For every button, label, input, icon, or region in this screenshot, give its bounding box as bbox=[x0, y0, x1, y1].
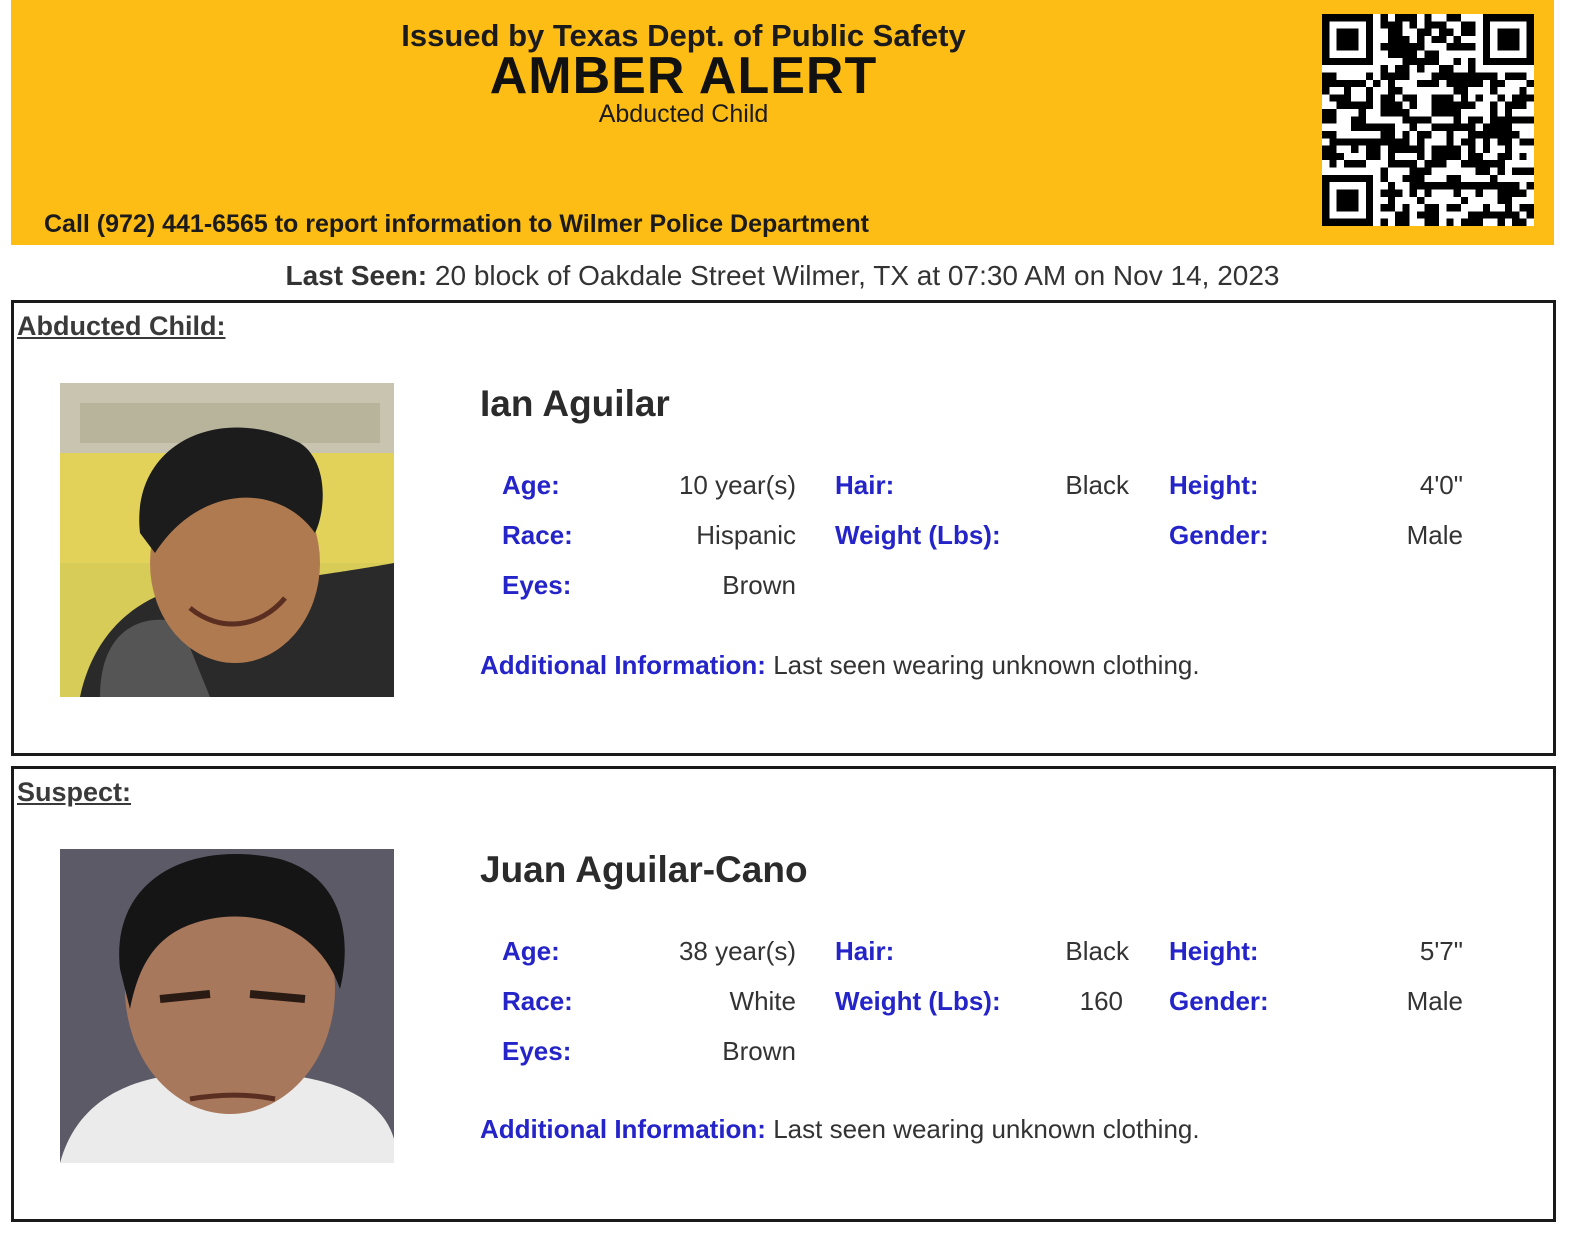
child-eyes-label: Eyes: bbox=[502, 570, 572, 600]
child-additional-label: Additional Information: bbox=[480, 650, 766, 680]
child-photo bbox=[60, 383, 394, 697]
report-call-text: Call (972) 441-6565 to report information to Wilmer Police Department bbox=[44, 210, 869, 238]
suspect-age-value: 38 year(s) bbox=[678, 936, 796, 966]
last-seen-value: 20 block of Oakdale Street Wilmer, TX at 07:30 AM on Nov 14, 2023 bbox=[434, 260, 1280, 291]
child-additional-info bbox=[480, 650, 1200, 681]
suspect-hair-value: Black bbox=[1065, 936, 1129, 966]
last-seen-label: Last Seen: bbox=[285, 260, 428, 291]
suspect-weight-label: Weight (Lbs): bbox=[835, 986, 1001, 1016]
child-gender-value: Male bbox=[1406, 520, 1463, 550]
child-additional-value: Last seen wearing unknown clothing. bbox=[773, 650, 1200, 680]
suspect-hair-label: Hair: bbox=[835, 936, 895, 966]
child-gender-label: Gender: bbox=[1169, 520, 1269, 550]
suspect-additional-info bbox=[480, 1114, 1200, 1145]
child-hair-value: Black bbox=[1065, 470, 1129, 500]
child-weight-label: Weight (Lbs): bbox=[835, 520, 1001, 550]
alert-title: AMBER ALERT bbox=[489, 47, 878, 105]
child-eyes-value: Brown bbox=[722, 570, 796, 600]
abducted-child-panel bbox=[11, 300, 1556, 756]
suspect-gender-label: Gender: bbox=[1169, 986, 1269, 1016]
child-height-label: Height: bbox=[1169, 470, 1259, 500]
suspect-eyes-value: Brown bbox=[722, 1036, 796, 1066]
child-race-value: Hispanic bbox=[696, 520, 796, 550]
alert-subtitle: Abducted Child bbox=[598, 100, 769, 128]
suspect-panel bbox=[11, 766, 1556, 1222]
suspect-race-value: White bbox=[729, 986, 796, 1016]
suspect-age-label: Age: bbox=[502, 936, 560, 966]
child-name: Ian Aguilar bbox=[480, 383, 670, 424]
child-height-value: 4'0" bbox=[1419, 470, 1463, 500]
suspect-gender-value: Male bbox=[1406, 986, 1463, 1016]
suspect-heading: Suspect: bbox=[17, 777, 132, 807]
suspect-additional-value: Last seen wearing unknown clothing. bbox=[773, 1114, 1200, 1144]
suspect-height-value: 5'7" bbox=[1419, 936, 1463, 966]
child-hair-label: Hair: bbox=[835, 470, 895, 500]
child-age-label: Age: bbox=[502, 470, 560, 500]
child-race-label: Race: bbox=[502, 520, 573, 550]
suspect-race-label: Race: bbox=[502, 986, 573, 1016]
suspect-eyes-label: Eyes: bbox=[502, 1036, 572, 1066]
qr-code-icon[interactable] bbox=[1322, 14, 1534, 226]
alert-banner bbox=[11, 0, 1554, 245]
issued-by-text: Issued by Texas Dept. of Public Safety bbox=[401, 18, 966, 53]
suspect-name: Juan Aguilar-Cano bbox=[480, 849, 808, 890]
suspect-weight-value: 160 bbox=[1079, 986, 1123, 1016]
last-seen-line bbox=[0, 260, 1565, 292]
abducted-child-heading: Abducted Child: bbox=[17, 311, 226, 341]
suspect-photo bbox=[60, 849, 394, 1163]
suspect-height-label: Height: bbox=[1169, 936, 1259, 966]
suspect-additional-label: Additional Information: bbox=[480, 1114, 766, 1144]
child-age-value: 10 year(s) bbox=[678, 470, 796, 500]
